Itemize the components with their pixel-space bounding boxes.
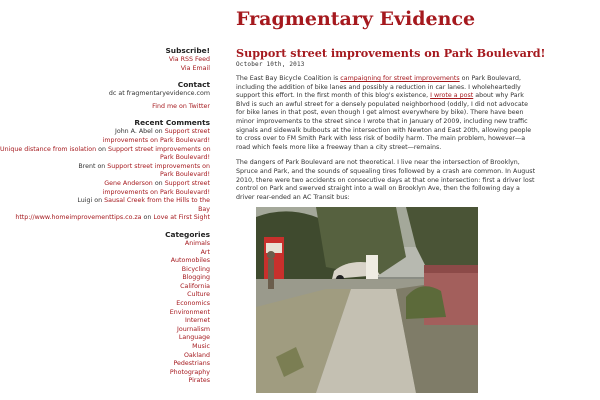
category-link[interactable]: Blogging (182, 274, 210, 282)
category-link[interactable]: Oakland (183, 351, 210, 359)
twitter-link[interactable]: Find me on Twitter (152, 102, 210, 110)
subscribe-section (0, 46, 210, 73)
rss-feed-link[interactable]: Via RSS Feed (168, 56, 210, 63)
category-link[interactable]: Animals (184, 239, 210, 247)
comment-post-link[interactable]: Love at First Sight (153, 214, 210, 222)
comment-on-label: on (97, 162, 106, 170)
recent-comments-section (0, 118, 210, 223)
category-link[interactable]: Bicycling (181, 265, 210, 273)
recent-comments-heading: Recent Comments (134, 118, 210, 128)
subscribe-heading: Subscribe! (165, 46, 210, 55)
category-link[interactable]: Culture (187, 291, 210, 299)
categories-section (0, 230, 210, 386)
comment-on-label: on (98, 145, 106, 153)
comment-author[interactable]: http://www.homeimprovementtips.co.za (15, 214, 142, 222)
contact-heading: Contact (177, 80, 210, 90)
email-subscribe-link[interactable]: Via Email (180, 64, 210, 72)
recent-comment-item (0, 214, 210, 223)
comment-on-label: on (154, 179, 163, 187)
category-link[interactable]: Automobiles (170, 257, 210, 265)
category-link[interactable]: Journalism (177, 325, 210, 333)
recent-comment-item (0, 146, 210, 163)
category-link[interactable]: California (180, 282, 210, 290)
post (236, 46, 546, 202)
earlier-post-link[interactable]: I wrote a post (430, 92, 474, 100)
comment-on-label: on (143, 214, 152, 222)
comment-post-link[interactable]: Bay (198, 205, 210, 213)
category-link[interactable]: Art (200, 248, 210, 256)
categories-heading: Categories (165, 229, 210, 239)
post-paragraph-2: The dangers of Park Boulevard are not theoretical. I live near the intersection of Brooklyn, Spruce and Park, and the sounds of squealing tires followed by a crash are common. In August 2010, there were two accidents on consecutive days at that one intersection: first a driver lost control on Park and swerved straight into a wall on Brooklyn Ave, then the following day a driver rear-ended an AC Transit bus: (236, 159, 536, 201)
post-text: about why Park Blvd is such an awful street for a densely populated neighborhood (oddly, I did not advocate for bike lanes in that post, even though I get almost everywhere by bike). There have been minor improvements to the street since I wrote that in January of 2009, including new traffic signals and sidewalk bulbouts at the intersection with Newton and East 20th, allowing people to cross over to FM Smith Park with less risk of bodily harm. The main problem, however—a road which feels more like a freeway than a city street—remains. (236, 92, 532, 151)
comment-post-link[interactable]: improvements on Park Boulevard! (102, 136, 210, 144)
recent-comment-item (0, 128, 210, 145)
comment-post-link[interactable]: Support street (164, 179, 210, 187)
post-paragraph-1 (236, 75, 536, 152)
comment-on-label: on (154, 128, 163, 136)
category-link[interactable]: Language (178, 334, 210, 342)
recent-comments-list (0, 128, 210, 223)
comment-author: Brent (78, 162, 96, 170)
comment-post-link[interactable]: Support street (164, 128, 210, 136)
category-link[interactable]: Pedestrians (173, 360, 210, 368)
post-date: October 10th, 2013 (236, 61, 305, 68)
sidebar (0, 46, 210, 393)
comment-author: John A. Abel (114, 128, 153, 136)
street-photo-image (256, 207, 478, 393)
post-title[interactable]: Support street improvements on Park Boulevard! (236, 46, 546, 60)
comment-post-link[interactable]: Park Boulevard! (160, 154, 210, 162)
comment-post-link[interactable]: Support street improvements on (107, 162, 210, 170)
post-text: on Park Boulevard, including the addition of bike lanes and possibly a reduction in car lanes. I wholeheartedly support this effort. In the first month of this blog's existence, (236, 75, 521, 100)
post-text: The East Bay Bicycle Coalition is (236, 75, 341, 82)
comment-post-link[interactable]: Park Boulevard! (160, 171, 210, 179)
comment-author: Luigi (77, 197, 93, 205)
comment-post-link[interactable]: Sausal Creek from the Hills to the (104, 197, 210, 205)
contact-section (0, 80, 210, 111)
comment-post-link[interactable]: improvements on Park Boulevard! (102, 188, 210, 196)
category-link[interactable]: Environment (169, 308, 210, 316)
street-photo[interactable] (256, 207, 478, 393)
category-link[interactable]: Photography (169, 368, 210, 376)
comment-author[interactable]: Unique distance from isolation (0, 145, 97, 153)
recent-comment-item (0, 197, 210, 214)
comment-on-label: on (94, 197, 103, 205)
categories-list (0, 240, 210, 386)
site-title[interactable]: Fragmentary Evidence (236, 8, 476, 30)
category-link[interactable]: Music (192, 343, 210, 351)
recent-comment-item (0, 163, 210, 180)
comment-author[interactable]: Gene Anderson (104, 179, 153, 187)
category-link[interactable]: Internet (184, 317, 210, 325)
category-link[interactable]: Economics (176, 300, 210, 308)
recent-comment-item (0, 180, 210, 197)
comment-post-link[interactable]: Support street improvements on (107, 145, 211, 153)
category-link[interactable]: Pirates (188, 377, 210, 385)
contact-email: dc at fragmentaryevidence.com (108, 90, 210, 98)
campaign-link[interactable]: campaigning for street improvements (340, 75, 460, 82)
